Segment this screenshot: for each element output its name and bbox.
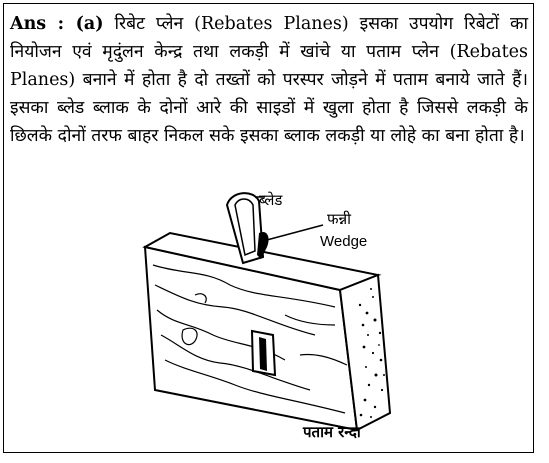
blade-label: ब्लेड	[259, 191, 283, 209]
wedge-leader-line	[263, 225, 323, 241]
answer-prefix: Ans : (a)	[10, 14, 104, 34]
figure-caption: पताम रन्दा	[303, 423, 361, 441]
wedge-label-english: Wedge	[320, 233, 368, 250]
wedge-label-hindi: फन्नी	[327, 210, 352, 228]
answer-text: रिबेट प्लेन (Rebates Planes) इसका उपयोग रिबेटों का नियोजन एवं मृदुंलन केन्द्र तथा लकड़ी में खांचे या पताम प्लेन (Rebates Planes) बनाने में होता है दो तख्तों को परस्पर जोड़ने में पताम बनाये जाते हैं। इसका ब्लेड ब्लाक के दोनों आरे की साइडों में खुला होता है जिससे लकड़ी के छिलके दोनों तरफ बाहर निकल सके इसका ब्लाक लकड़ी या लोहे का बना होता है।	[10, 14, 528, 146]
answer-paragraph	[10, 10, 528, 150]
rebate-plane-illustration	[135, 185, 435, 447]
